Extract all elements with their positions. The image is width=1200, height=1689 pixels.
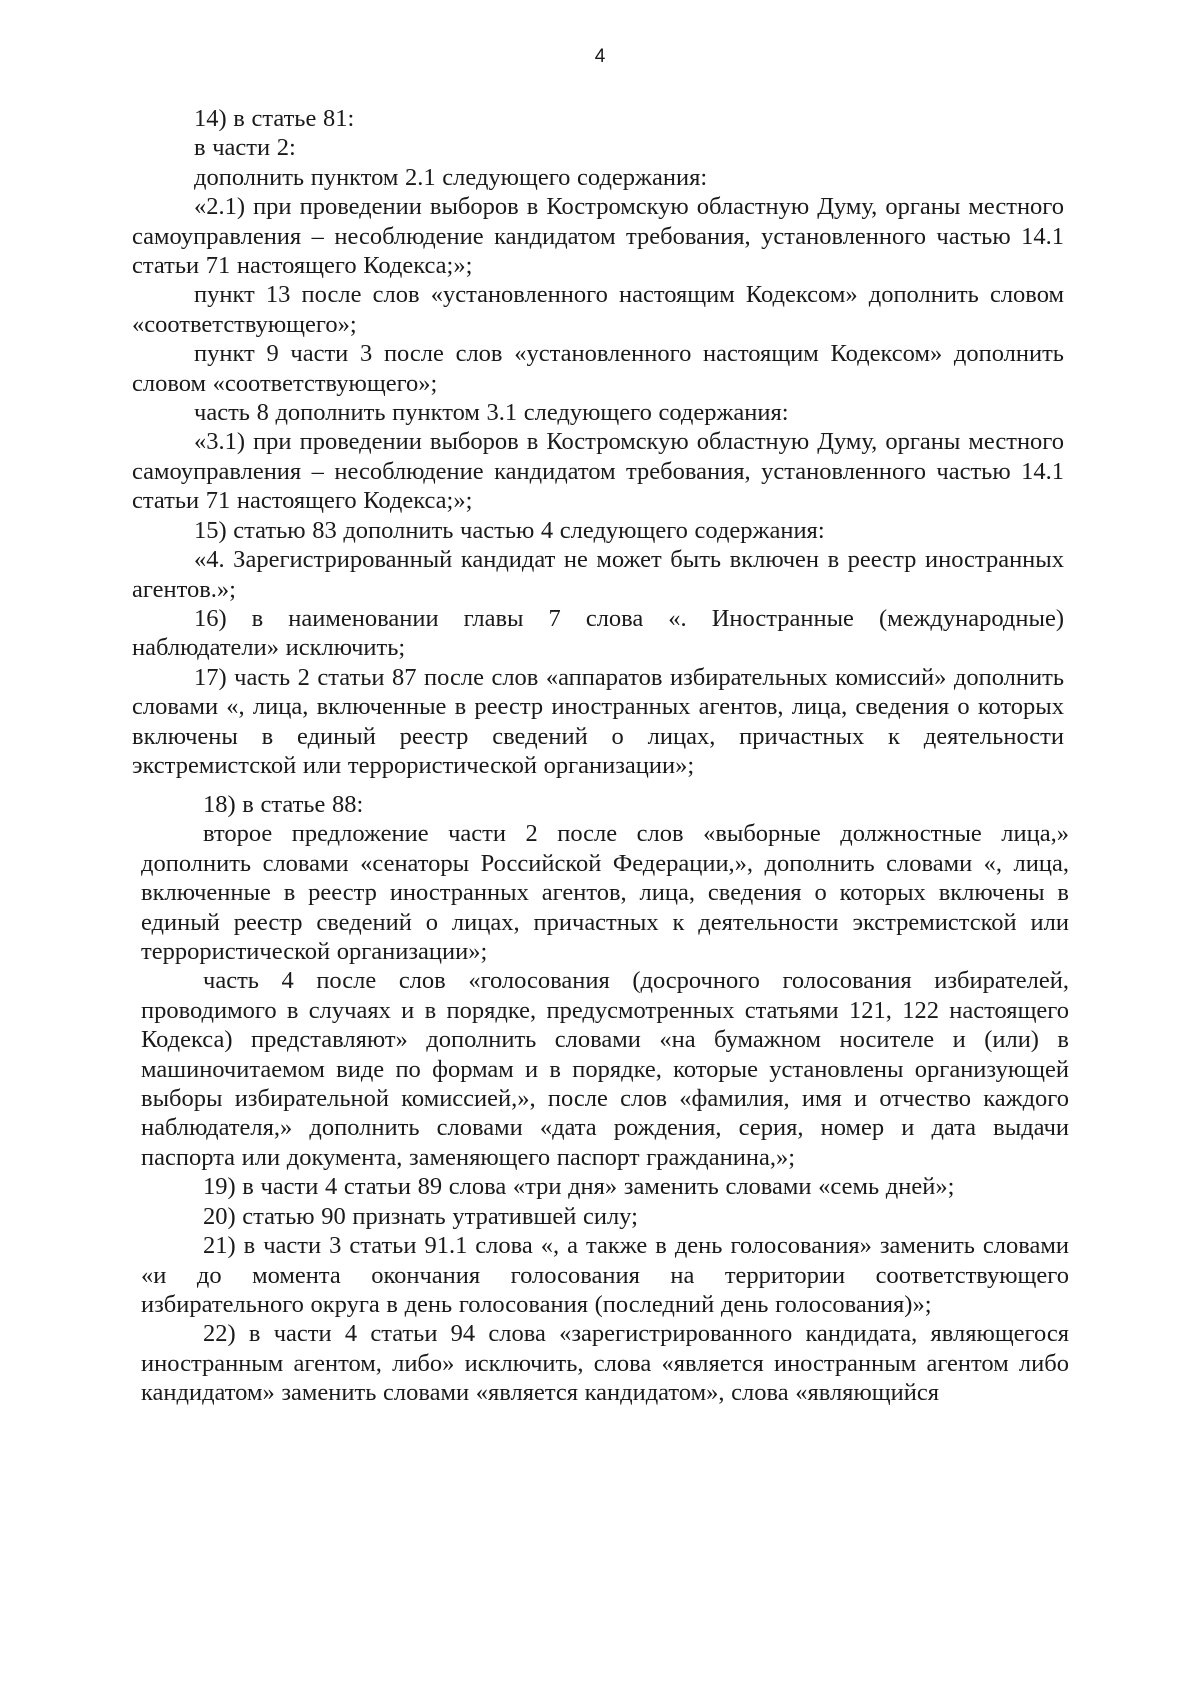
paragraph: «3.1) при проведении выборов в Костромскую областную Думу, органы местного самоуправления – несоблюдение кандидатом требования, установленного частью 14.1 статьи 71 настоящего Кодекса;»;	[132, 428, 1064, 515]
paragraph: 22) в части 4 статьи 94 слова «зарегистрированного кандидата, являющегося иностранным агентом, либо» исключить, слова «является иностранным агентом либо кандидатом» заменить словами «является кандидатом», слова «являющийся	[141, 1320, 1069, 1407]
body-text-lower	[141, 790, 1069, 1408]
paragraph: часть 4 после слов «голосования (досрочного голосования избирателей, проводимого в случаях и в порядке, предусмотренных статьями 121, 122 настоящего Кодекса) представляют» дополнить словами «на бумажном носителе и (или) в машиночитаемом виде по формам и в порядке, которые установлены организующей выборы избирательной комиссией,», после слов «фамилия, имя и отчество каждого наблюдателя,» дополнить словами «дата рождения, серия, номер и дата выдачи паспорта или документа, заменяющего паспорт гражданина,»;	[141, 967, 1069, 1171]
page-number: 4	[594, 46, 606, 67]
paragraph: в части 2:	[194, 134, 296, 162]
paragraph: 21) в части 3 статьи 91.1 слова «, а также в день голосования» заменить словами «и до момента окончания голосования на территории соответствующего избирательного округа в день голосования (последний день голосования)»;	[141, 1232, 1069, 1318]
paragraph: 16) в наименовании главы 7 слова «. Иностранные (международные) наблюдатели» исключить;	[132, 604, 1064, 662]
paragraph: 19) в части 4 статьи 89 слова «три дня» заменить словами «семь дней»;	[203, 1173, 955, 1201]
paragraph: пункт 9 части 3 после слов «установленного настоящим Кодексом» дополнить словом «соответствующего»;	[132, 340, 1064, 397]
paragraph: 15) статью 83 дополнить частью 4 следующего содержания:	[194, 516, 825, 544]
paragraph: 18) в статье 88:	[203, 791, 364, 818]
paragraph: 20) статью 90 признать утратившей силу;	[203, 1202, 638, 1230]
paragraph: дополнить пунктом 2.1 следующего содержания:	[194, 163, 708, 191]
paragraph: 17) часть 2 статьи 87 после слов «аппаратов избирательных комиссий» дополнить словами «, лица, включенные в реестр иностранных агентов, лица, сведения о которых включены в единый реестр сведений о лицах, причастных к деятельности экстремистской или террористической организации»;	[132, 663, 1064, 779]
paragraph: «4. Зарегистрированный кандидат не может быть включен в реестр иностранных агентов.»;	[132, 546, 1064, 603]
paragraph: «2.1) при проведении выборов в Костромскую областную Думу, органы местного самоуправления – несоблюдение кандидатом требования, установленного частью 14.1 статьи 71 настоящего Кодекса;»;	[132, 193, 1064, 280]
body-text-upper	[132, 104, 1064, 780]
paragraph: часть 8 дополнить пунктом 3.1 следующего содержания:	[194, 399, 789, 427]
paragraph: пункт 13 после слов «установленного настоящим Кодексом» дополнить словом «соответствующего»;	[132, 281, 1064, 338]
paragraph: 14) в статье 81:	[194, 105, 355, 132]
paragraph: второе предложение части 2 после слов «выборные должностные лица,» дополнить словами «сенаторы Российской Федерации,», дополнить словами «, лица, включенные в реестр иностранных агентов, лица, сведения о которых включены в единый реестр сведений о лицах, причастных к деятельности экстремистской или террористической организации»;	[141, 820, 1069, 966]
